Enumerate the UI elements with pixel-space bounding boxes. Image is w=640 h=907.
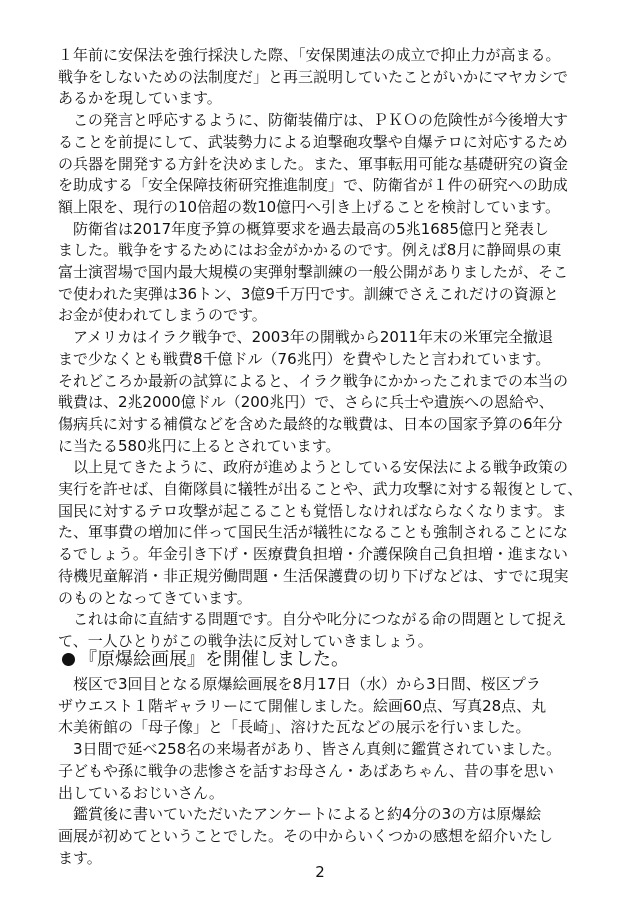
text-line: これは命に直結する問題です。自分や叱分につながる命の問題として捉え (58, 610, 567, 629)
text-line: １年前に安保法を強行採決した際、「安保関連法の成立で抑止力が高まる。 (58, 46, 561, 64)
text-line: を助成する「安全保障技術研究推進制度」で、防衛省が１件の研究への助成 (58, 176, 568, 195)
text-line: それどころか最新の試算によると、イラク戦争にかかったこれまでの本当の (58, 371, 569, 390)
section-heading (62, 648, 349, 672)
text-line: まで少なくとも戦費8千億ドル（76兆円）を費やしたと言われています。 (58, 349, 551, 368)
text-line: て、一人ひとりがこの戦争法に反対していきましょう。 (58, 631, 433, 650)
text-line: 以上見てきたように、政府が進めようとしている安保法による戦争政策の (58, 458, 569, 477)
text-line: 桜区で3回目となる原爆絵画展を8月17日（水）から3日間、桜区プラ (58, 675, 541, 693)
bullet-icon (62, 653, 75, 666)
text-line: た、軍事費の増加に伴って国民生活が犠牲になることも強制されることにな (58, 523, 569, 542)
text-line: 画展が初めてということでした。その中からいくつかの感想を紹介いたし (58, 826, 554, 845)
text-line: 鑑賞後に書いていただいたアンケートによると約4分の3の方は原爆絵 (58, 805, 542, 824)
text-line: るでしょう。年金引き下げ・医療費負担増・介護保険自己負担増・進まない (58, 545, 568, 564)
text-line: ました。戦争をするためにはお金がかかるのです。例えば8月に静岡県の東 (58, 241, 562, 260)
text-line: 国民に対するテロ攻撃が起こることも覚悟しなければならなくなります。ま (58, 501, 567, 520)
text-line: ザウエスト１階ギャラリーにて開催しました。絵画60点、写真28点、丸 (58, 696, 547, 715)
text-line: 戦費は、2兆2000億ドル（200兆円）で、さらに兵士や遺族への恩給や、 (58, 393, 554, 412)
text-line: 出しているおじいさん。 (58, 783, 224, 802)
page-number: 2 (315, 863, 325, 881)
text-line: 防衛省は2017年度予算の概算要求を過去最高の5兆1685億円と発表し (58, 219, 549, 238)
text-line: の兵器を開発する方針を決めました。また、軍事転用可能な基礎研究の資金 (58, 154, 569, 173)
text-line: この発言と呼応するように、防衛装備庁は、ＰＫＯの危険性が今後増大す (58, 111, 569, 130)
text-line: に当たる580兆円に上るとされています。 (58, 436, 341, 455)
text-line: 富士演習場で国内最大規模の実弾射撃訓練の一般公開がありましたが、そこ (58, 263, 569, 281)
text-line: のものとなってきています。 (58, 588, 252, 607)
text-line: ることを前提にして、武装勢力による迫撃砲攻撃や自爆テロに対応するため (58, 132, 568, 151)
text-line: 傷病兵に対する補償などを含めた最終的な戦費は、日本の国家予算の6年分 (58, 414, 563, 433)
text-line: あるかを現しています。 (58, 89, 222, 108)
section-heading-text: 『原爆絵画展』を開催しました。 (79, 649, 349, 670)
text-line: 実行を許せば、自衛隊員に犠牲が出ることや、武力攻撃に対する報復として、 (58, 480, 583, 498)
text-line: 待機児童解消・非正規労働問題・生活保護費の切り下げなどは、すでに現実 (58, 566, 569, 585)
text-line: 3日間で延べ258名の来場者があり、皆さん真剣に鑑賞されていました。 (58, 740, 562, 759)
text-line: 木美術館の「母子像」と「長崎」、溶けた瓦などの展示を行いました。 (58, 718, 531, 737)
text-line: 子どもや孫に戦争の悲惨さを話すお母さん・あばあちゃん、昔の事を思い (58, 761, 554, 780)
text-line: 戦争をしないための法制度だ」と再三説明していたことがいかにマヤカシで (58, 67, 569, 86)
text-line: 額上限を、現行の10倍超の数10億円へ引き上げることを検討しています。 (58, 197, 560, 216)
text-line: ます。 (58, 848, 102, 867)
text-line: で使われた実弾は36トン、3億9千万円です。訓練でさえこれだけの資源と (58, 284, 559, 303)
text-line: お金が使われてしまうのです。 (58, 306, 267, 325)
text-line: アメリカはイラク戦争で、2003年の開戦から2011年末の米軍完全撤退 (58, 328, 554, 347)
